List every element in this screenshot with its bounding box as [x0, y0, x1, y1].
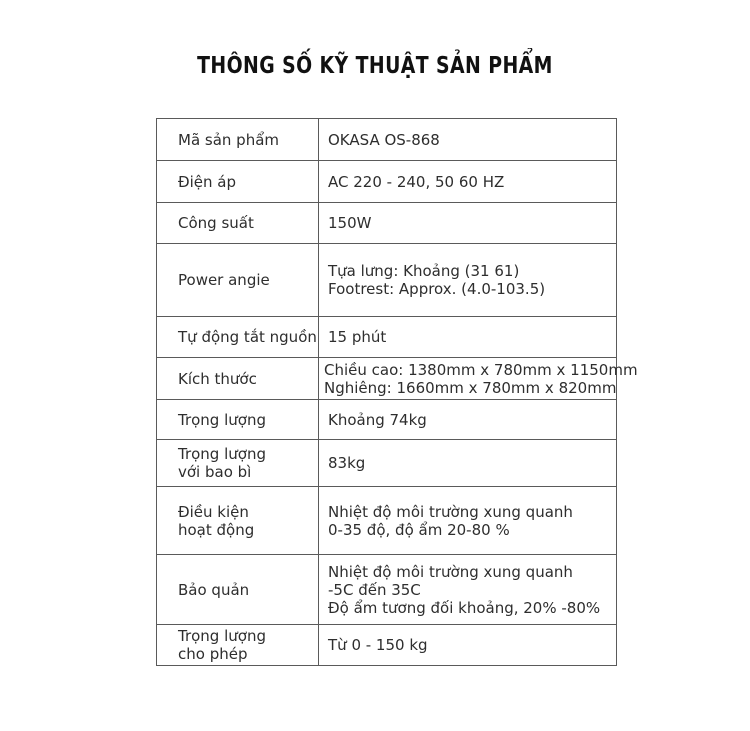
- row-label-storage: Bảo quản: [157, 555, 319, 625]
- row-label-allowed-weight: Trọng lượng cho phép: [157, 625, 319, 666]
- row-value-allowed-weight: Từ 0 - 150 kg: [319, 625, 617, 666]
- table-row: [157, 555, 617, 625]
- row-value-weight: Khoảng 74kg: [319, 400, 617, 440]
- row-value-voltage: AC 220 - 240, 50 60 HZ: [319, 161, 617, 203]
- table-row: [157, 203, 617, 244]
- row-value-dimensions: Chiều cao: 1380mm x 780mm x 1150mm Nghiêng: 1660mm x 780mm x 820mm: [319, 358, 617, 400]
- page-title: THÔNG SỐ KỸ THUẬT SẢN PHẨM: [197, 53, 553, 79]
- row-label-product-code: Mã sản phẩm: [157, 119, 319, 161]
- row-label-voltage: Điện áp: [157, 161, 319, 203]
- row-value-power-angle: Tựa lưng: Khoảng (31 61) Footrest: Approx. (4.0-103.5): [319, 244, 617, 317]
- table-row: [157, 440, 617, 487]
- row-label-auto-off: Tự động tắt nguồn: [157, 317, 319, 358]
- row-label-operating-conditions: Điều kiện hoạt động: [157, 487, 319, 555]
- row-value-storage: Nhiệt độ môi trường xung quanh -5C đến 35C Độ ẩm tương đối khoảng, 20% -80%: [319, 555, 617, 625]
- row-label-weight: Trọng lượng: [157, 400, 319, 440]
- table-row: [157, 244, 617, 317]
- row-value-auto-off: 15 phút: [319, 317, 617, 358]
- row-label-dimensions: Kích thước: [157, 358, 319, 400]
- table-row: [157, 119, 617, 161]
- row-value-packaged-weight: 83kg: [319, 440, 617, 487]
- row-label-power: Công suất: [157, 203, 319, 244]
- table-row: [157, 358, 617, 400]
- table-row: [157, 487, 617, 555]
- table-row: [157, 161, 617, 203]
- row-value-operating-conditions: Nhiệt độ môi trường xung quanh 0-35 độ, độ ẩm 20-80 %: [319, 487, 617, 555]
- row-value-power: 150W: [319, 203, 617, 244]
- row-value-product-code: OKASA OS-868: [319, 119, 617, 161]
- table-row: [157, 625, 617, 666]
- table-row: [157, 317, 617, 358]
- spec-table: [156, 118, 638, 666]
- table-row: [157, 400, 617, 440]
- row-label-packaged-weight: Trọng lượng với bao bì: [157, 440, 319, 487]
- row-label-power-angle: Power angie: [157, 244, 319, 317]
